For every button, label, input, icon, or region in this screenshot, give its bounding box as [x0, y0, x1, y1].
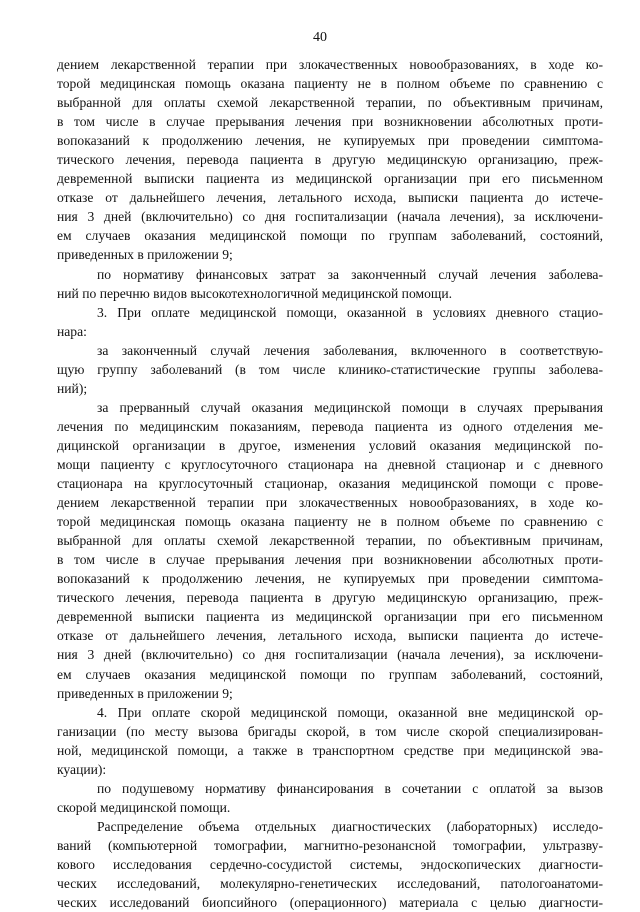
text-line: ния 3 дней (включительно) со дня госпитализации (начала лечения), за исключени-: [57, 647, 603, 663]
text-line: лечения по медицинским показаниям, перевода пациента из одного отделения ме-: [57, 418, 603, 434]
text-line: тического лечения, перевода пациента в другую медицинскую организацию, преж-: [57, 590, 603, 606]
text-line: вопоказаний к продолжению лечения, не купируемых при проведении симптома-: [57, 571, 603, 587]
text-line: ческих исследований биопсийного (операционного) материала с целью диагности-: [57, 895, 603, 911]
text-line: приведенных в приложении 9;: [57, 247, 233, 263]
text-line: вопоказаний к продолжению лечения, не купируемых при проведении симптома-: [57, 133, 603, 149]
text-line: куации):: [57, 761, 107, 777]
text-line: дением лекарственной терапии при злокачественных новообразованиях, в ходе ко-: [57, 495, 603, 511]
text-line: торой медицинская помощь оказана пациенту не в полном объеме по сравнению с: [57, 514, 603, 530]
text-line: щую группу заболеваний (в том числе клинико-статистические группы заболева-: [57, 361, 603, 377]
text-line: выбранной для оплаты схемой лекарственной терапии, по объективным причинам,: [57, 533, 603, 549]
text-line: ний);: [57, 380, 88, 396]
text-line: дицинской организации в другое, изменения условий оказания медицинской по-: [57, 437, 603, 453]
text-line: в том числе в случае прерывания лечения при возникновении абсолютных проти-: [57, 114, 603, 130]
text-line: отказе от дальнейшего лечения, летального исхода, выписки пациента до истече-: [57, 628, 603, 644]
text-line: ческих исследований, молекулярно-генетических исследований, патологоанатоми-: [57, 876, 603, 892]
text-line: девременной выписки пациента из медицинской организации при его письменном: [57, 609, 603, 625]
text-line: 3. При оплате медицинской помощи, оказанной в условиях дневного стацио-: [97, 304, 603, 320]
text-line: отказе от дальнейшего лечения, летального исхода, выписки пациента до истече-: [57, 190, 603, 206]
text-line: ганизации (по месту вызова бригады скорой, в том числе скорой специализирован-: [57, 723, 603, 739]
text-line: выбранной для оплаты схемой лекарственной терапии, по объективным причинам,: [57, 95, 603, 111]
text-line: скорой медицинской помощи.: [57, 799, 231, 815]
text-line: ем случаев оказания медицинской помощи по группам заболеваний, состояний,: [57, 228, 603, 244]
text-line: нара:: [57, 323, 87, 339]
text-line: стационара на круглосуточный стационар, оказания медицинской помощи с прове-: [57, 476, 603, 492]
document-body: [57, 55, 603, 912]
text-line: ем случаев оказания медицинской помощи по группам заболеваний, состояний,: [57, 666, 603, 682]
text-line: ваний (компьютерной томографии, магнитно-резонансной томографии, ультразву-: [57, 837, 603, 853]
text-line: по подушевому нормативу финансирования в сочетании с оплатой за вызов: [97, 780, 603, 796]
text-line: 4. При оплате скорой медицинской помощи, оказанной вне медицинской ор-: [97, 704, 603, 720]
text-line: ния 3 дней (включительно) со дня госпитализации (начала лечения), за исключени-: [57, 209, 603, 225]
page-number: 40: [313, 30, 327, 45]
text-line: по нормативу финансовых затрат за законченный случай лечения заболева-: [97, 266, 603, 282]
text-line: за законченный случай лечения заболевания, включенного в соответствую-: [97, 342, 603, 358]
text-line: девременной выписки пациента из медицинской организации при его письменном: [57, 171, 603, 187]
text-line: тического лечения, перевода пациента в другую медицинскую организацию, преж-: [57, 152, 603, 168]
text-line: ной, медицинской помощи, а также в транспортном средстве при медицинской эва-: [57, 742, 603, 758]
text-line: ний по перечню видов высокотехнологичной медицинской помощи.: [57, 285, 453, 301]
text-line: за прерванный случай оказания медицинской помощи в случаях прерывания: [97, 399, 603, 415]
text-line: кового исследования сердечно-сосудистой системы, эндоскопических диагности-: [57, 856, 603, 872]
text-line: в том числе в случае прерывания лечения при возникновении абсолютных проти-: [57, 552, 603, 568]
text-line: торой медицинская помощь оказана пациенту не в полном объеме по сравнению с: [57, 76, 603, 92]
text-line: приведенных в приложении 9;: [57, 685, 233, 701]
text-line: дением лекарственной терапии при злокачественных новообразованиях, в ходе ко-: [57, 57, 603, 72]
text-line: мощи пациенту с круглосуточного стационара на дневной стационар и с дневного: [57, 456, 603, 472]
text-line: Распределение объема отдельных диагностических (лабораторных) исследо-: [97, 818, 603, 834]
